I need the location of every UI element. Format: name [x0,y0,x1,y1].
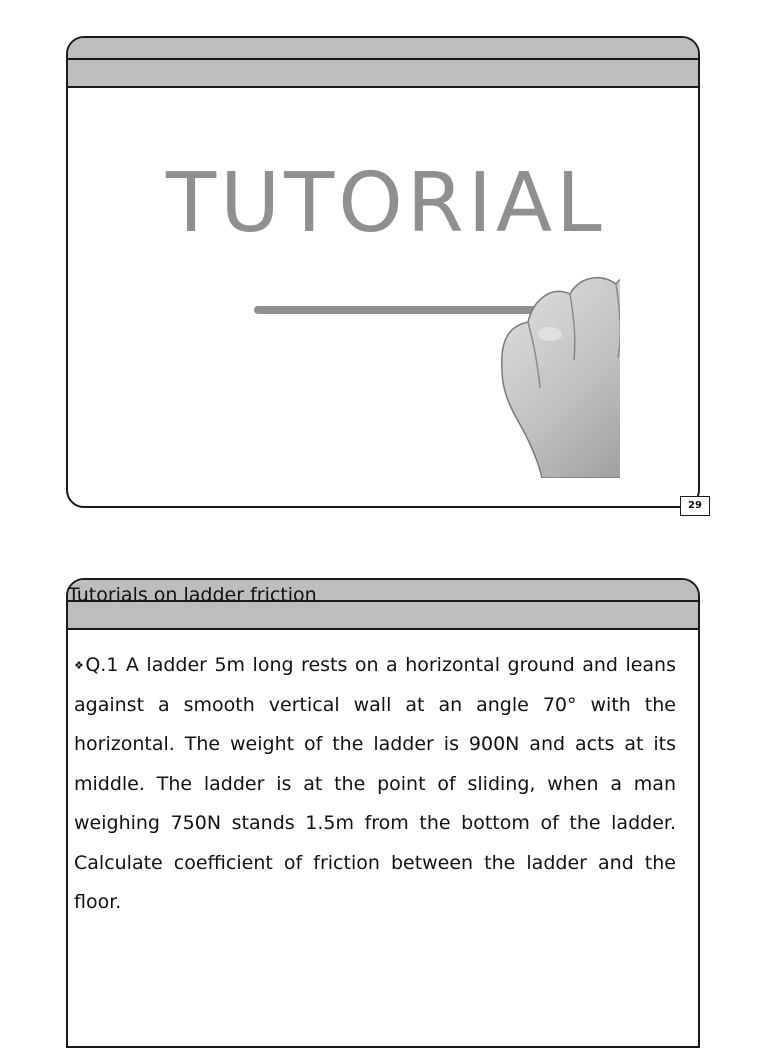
hero-word: TUTORIAL [166,156,606,251]
title-divider [68,86,698,88]
slide-ladder-friction [66,578,700,1048]
question-body: Q.1 A ladder 5m long rests on a horizontal ground and leans against a smooth vertical wall at an angle 70° with the horizontal. The weight of the ladder is 900N and acts at its middle. The ladder is at the point of sliding, when a man weighing 750N stands 1.5m from the bottom of the ladder. Calculate coefficient of friction between the ladder and the floor. [74,654,676,913]
slide-title: Tutorials on ladder friction [68,584,317,606]
hand-shape [502,271,620,478]
tutorial-hero-image [150,138,620,478]
title-divider [68,58,698,60]
slide-tutorial-cover [66,36,700,508]
page-number: 29 [680,496,710,516]
question-text [74,646,676,923]
hand-with-marker-illustration [150,138,620,478]
diamond-bullet-icon: ❖ [74,659,86,672]
title-divider [68,628,698,630]
title-bar [68,38,698,86]
